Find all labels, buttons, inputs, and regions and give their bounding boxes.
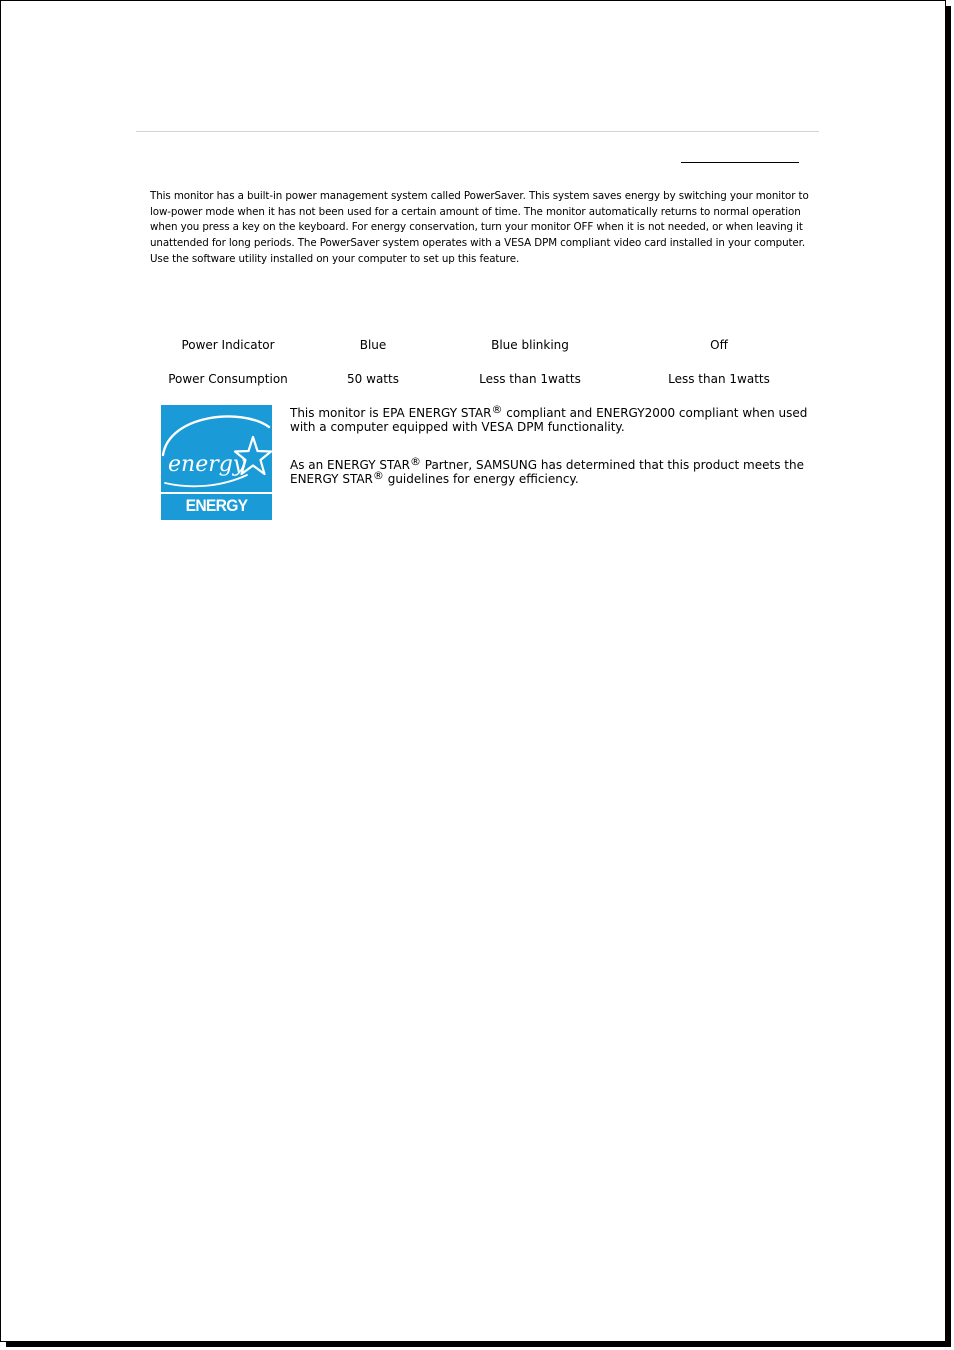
logo-divider [161,492,272,494]
powersaver-description: This monitor has a built-in power management system called PowerSaver. This system saves energy by switching your monitor to low-power mode when it has not been used for a certain amount of time. The monitor automatically returns to normal operation when you press a key on the keyboard. For energy conservation, turn your monitor OFF when it is not needed, or when leaving it unattended for long periods. The PowerSaver system operates with a VESA DPM compliant video card installed in your computer. Use the software utility installed on your computer to set up this feature. [150,190,809,265]
cell-consumption-off: Less than 1watts [668,372,770,386]
cell-indicator-saving: Blue blinking [491,338,569,352]
svg-text:energy: energy [168,452,246,477]
energy-star-compliance-text: This monitor is EPA ENERGY STAR® compliant and ENERGY2000 compliant when used with a computer equipped with VESA DPM functionality. [290,403,808,434]
page-shadow-bottom [6,1342,951,1347]
energy-star-logo [161,405,272,537]
logo-wordmark: ENERGY STAR [185,496,248,537]
cell-consumption-normal: 50 watts [347,372,399,386]
cell-indicator-normal: Blue [359,338,387,352]
page-shadow-right [946,6,951,1346]
cell-consumption-saving: Less than 1watts [479,372,581,386]
row-label-power-indicator: Power Indicator [181,338,275,352]
energy-star-partner-text: As an ENERGY STAR® Partner, SAMSUNG has determined that this product meets the ENERGY STAR® guidelines for energy efficiency. [290,455,804,486]
header-divider [136,131,819,132]
energy-star-emblem-icon [161,405,272,492]
row-label-power-consumption: Power Consumption [168,372,288,386]
cell-indicator-off: Off [710,338,728,352]
short-underline [681,162,799,163]
